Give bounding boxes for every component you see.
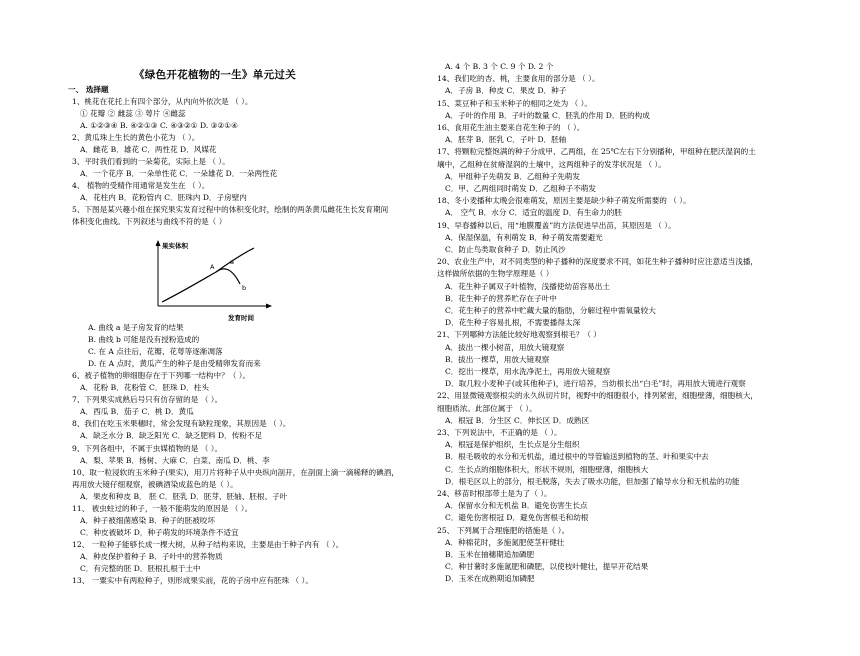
right-line-28: 22、用显微镜观察根尖的永久纵切片时，视野中的细胞很小，排列紧密，细胞壁薄，细胞核大， bbox=[437, 391, 759, 401]
right-line-39: 25、 下列属于合理施肥的措施是（ ）。 bbox=[437, 525, 570, 535]
left-line-12: A. 曲线 a 是子房发育的结果 bbox=[88, 323, 184, 332]
graph-xlabel: 发育时间 bbox=[228, 314, 254, 322]
left-line-9: A．花柱内 B．花粉管内 C．胚珠内 D．子房壁内 bbox=[80, 193, 247, 202]
right-line-17: 20、农业生产中，对不同类型的种子播种的深度要求不同，如花生种子播种时应注意适当浅播， bbox=[437, 257, 759, 267]
curve-a bbox=[162, 248, 254, 302]
right-line-33: B．根毛吸收的水分和无机盐，通过根中的导管输送到植物的茎、叶和果实中去 bbox=[445, 452, 709, 462]
right-line-13: A． 空气 B．水分 C．适宜的温度 D．有生命力的胚 bbox=[445, 208, 622, 218]
right-line-4: 15、菜豆种子和玉米种子的相同之处为 （ ）。 bbox=[437, 98, 592, 108]
left-line-8: 4、 植物的受精作用通常是发生在 （ ）。 bbox=[72, 181, 210, 190]
graph-ylabel: 果实体积 bbox=[162, 242, 188, 250]
curve-a-label: a bbox=[230, 258, 234, 266]
left-line-31: A．种皮保护着种子 B．子叶中的营养物质 bbox=[80, 551, 223, 561]
left-line-2: ① 花瓣 ② 雌蕊 ③ 萼片 ④雌蕊 bbox=[80, 109, 186, 118]
right-line-32: A．根冠是保护组织，生长点是分生组织 bbox=[445, 440, 580, 450]
right-line-1: A. 4 个 B. 3 个 C. 9 个 D. 2 个 bbox=[445, 62, 554, 71]
right-line-8: 17、将颗粒完整饱满的种子分成甲、乙两组，在 25℃左右下分别播种，甲组种在肥沃湿润的土 bbox=[437, 147, 756, 157]
right-line-15: A．保湿保温，有利萌发 B．种子萌发需要避光 bbox=[445, 232, 603, 242]
point-A-label: A bbox=[210, 263, 215, 271]
right-line-19: A．花生种子属双子叶植物，浅播使幼苗容易出土 bbox=[445, 281, 610, 291]
left-line-17: A．花粉 B．花粉管 C．胚珠 D．柱头 bbox=[80, 383, 209, 393]
left-line-24: 10、取一粒浸软的玉米种子(果实)，用刀片将种子从中央纵向剖开，在剖面上滴一滴稀释的碘酒， bbox=[72, 467, 399, 477]
right-line-41: B．玉米在抽穗期追加磷肥 bbox=[445, 550, 535, 559]
right-line-16: C．防止鸟类取食种子 D．防止风沙 bbox=[445, 245, 566, 254]
right-line-3: A．子房 B．种皮 C．果皮 D．种子 bbox=[445, 86, 567, 96]
left-line-29: C．种皮被破坏 D．种子萌发的环境条件不适宜 bbox=[80, 527, 239, 537]
right-line-26: C．挖出一棵草，用水洗净泥土，再用放大镜观察 bbox=[445, 367, 611, 376]
right-line-29: 细胞质浓。此部位属于 （ ）。 bbox=[437, 403, 537, 413]
left-line-4: 2、黄瓜珠上生长的黄色小花为 （ ）。 bbox=[72, 133, 200, 142]
right-line-20: B．花生种子的营养贮存在子叶中 bbox=[445, 293, 557, 303]
right-line-11: C．甲、乙两组同时萌发 D．乙组种子不萌发 bbox=[445, 184, 596, 193]
page-title: 《绿色开花植物的一生》单元过关 bbox=[134, 69, 296, 81]
left-line-32: C．有完整的胚 D．胚根扎根于土中 bbox=[80, 564, 201, 573]
right-line-40: A．种棉花时，多施氮肥使茎秆健壮 bbox=[445, 537, 565, 547]
left-line-1: 1、桃花在花托上有四个部分，从内向外依次是 （ ）。 bbox=[72, 97, 253, 106]
left-line-21: A．缺乏水分 B．缺乏阳光 C．缺乏肥料 D．传粉不足 bbox=[80, 431, 263, 441]
right-line-35: D．根毛区以上的部分，根毛脱落，失去了吸水功能，但加强了输导水分和无机盐的功能 bbox=[445, 476, 740, 486]
left-line-6: 3、平时我们看到的一朵菊花，实际上是 （ ）。 bbox=[72, 157, 230, 166]
x-axis-arrow bbox=[266, 304, 272, 309]
right-line-10: A．甲组种子先萌发 B．乙组种子先萌发 bbox=[445, 171, 580, 181]
growth-curve-graph bbox=[150, 236, 280, 324]
left-line-18: 7、下列果实成熟后号只有仿存留的是 （ ）。 bbox=[72, 395, 223, 405]
right-line-38: C．避免伤害根冠 D．避免伤害根毛和幼根 bbox=[445, 513, 589, 523]
left-line-13: B. 曲线 b 可能是没有授粉造成的 bbox=[88, 335, 200, 345]
right-line-37: A．保留水分和无机盐 B．避免伤害生长点 bbox=[445, 501, 588, 511]
curve-b bbox=[216, 269, 240, 284]
left-line-25: 再用放大镜仔细观察，被碘酒染成蓝色的是（ ）。 bbox=[72, 479, 238, 489]
left-line-30: 12、 一粒种子能够长成一棵大树，从种子结构来说，主要是由于种子内有 （ ）。 bbox=[72, 539, 344, 549]
left-line-27: 11、 被虫蛀过的种子，一般不能萌发的原因是 （ ）。 bbox=[72, 503, 253, 513]
right-line-34: C．生长点的细胞体积大，形状不规则，细胞壁薄，细胞核大 bbox=[445, 464, 649, 474]
right-line-14: 19、早春播种以后，用“地膜覆盖”的方法促进早出苗，其原因是 （ ）。 bbox=[437, 220, 676, 230]
right-line-31: 23、下列说法中，不正确的是 （ ）。 bbox=[437, 428, 562, 437]
left-line-33: 13、 一粟实中有两粒种子，则形成果实前，花的子房中应有胚珠 （ ）。 bbox=[72, 576, 313, 586]
left-line-20: 8、我们在吃玉米果穗时，常会发现有缺粒现象，其原因是 （ ）。 bbox=[72, 419, 291, 429]
right-line-24: A．拔出一棵小树苗，用放大镜观察 bbox=[445, 342, 565, 352]
right-line-25: B．拔出一棵草，用放大镜观察 bbox=[445, 354, 550, 364]
left-line-15: D. 在 A 点时，黄瓜产生的种子是由受精卵发育而来 bbox=[88, 359, 261, 369]
left-line-5: A．雌花 B．雄花 C．两性花 D．风媒花 bbox=[80, 145, 217, 154]
right-line-27: D．取几粒小麦种子(或其他种子)，进行培养，当幼根长出“白毛”时，再用放大镜进行观察 bbox=[445, 379, 746, 389]
left-line-7: A．一个花序 B．一朵单性花 C．一朵雄花 D．一朵两性花 bbox=[80, 169, 278, 178]
right-line-7: A．胚芽 B．胚乳 C．子叶 D．胚轴 bbox=[445, 135, 567, 145]
left-line-11: 体积变化曲线。下列叙述与曲线不符的是（ ） bbox=[72, 217, 227, 226]
left-line-3: A. ①②③④ B. ④②①③ C. ④③②① D. ③②①④ bbox=[80, 121, 238, 130]
right-line-12: 18、冬小麦播种太晚会很难萌发，原因主要是缺少种子萌发所需要的 （ ）。 bbox=[437, 196, 691, 206]
right-line-23: 21、下列哪种方法能比较好地观察到根毛？（ ） bbox=[437, 330, 601, 340]
section-heading: 一、 选择题 bbox=[68, 85, 109, 94]
left-line-16: 6、被子植物的卵细胞存在于下列哪一结构中？（ ）。 bbox=[72, 371, 251, 381]
right-line-30: A．根冠 B．分生区 C．伸长区 D．成熟区 bbox=[445, 415, 590, 425]
right-line-36: 24、移苗时根部带土是为了（ ）。 bbox=[437, 489, 552, 498]
left-line-23: A．梨、苹果 B．杨树、大麻 C．白菜、南瓜 D．桃、李 bbox=[80, 455, 270, 465]
left-line-14: C. 在 A 点往后，花瓣、花萼等逐渐凋落 bbox=[88, 347, 223, 357]
right-line-18: 这样做所依据的生物学原理是（ ） bbox=[437, 269, 554, 279]
left-line-26: A．果皮和种皮 B． 胚 C．胚乳 D．胚芽、胚轴、胚根、子叶 bbox=[80, 491, 288, 501]
right-line-2: 14、我们吃的杏、桃，主要食用的部分是 （ ）。 bbox=[437, 74, 600, 84]
left-line-28: A．种子被细菌感染 B．种子的胚被咬坏 bbox=[80, 515, 215, 525]
y-axis-arrow bbox=[156, 240, 161, 246]
right-line-6: 16、食用花生油主要来自花生种子的 （ ）。 bbox=[437, 123, 585, 132]
right-line-42: C．种甘薯时多施氮肥和磷肥，以使枝叶健壮，提早开花结果 bbox=[445, 562, 649, 572]
right-line-9: 壤中，乙组种在贫瘠湿润的土壤中，这两组种子的发芽状况是 （ ）。 bbox=[437, 159, 666, 169]
right-line-43: D．玉米在成熟期追加磷肥 bbox=[445, 574, 535, 584]
left-line-10: 5、下图是某兴趣小组在探究果实发育过程中的体积变化时，绘制的两条黄瓜雌花生长发育期间 bbox=[72, 205, 389, 214]
right-line-5: A．子叶的作用 B．子叶的数量 C．胚乳的作用 D．胚的构成 bbox=[445, 110, 650, 120]
right-line-22: D．花生种子容易扎根，不需要播得太深 bbox=[445, 318, 581, 328]
left-line-22: 9、下列各组中，不属于虫媒植物的是 （ ）。 bbox=[72, 443, 223, 453]
left-line-19: A．西瓜 B．茄子 C．桃 D．黄瓜 bbox=[80, 407, 194, 417]
curve-b-label: b bbox=[242, 284, 247, 292]
right-line-21: C．花生种子的营养中贮藏大量的脂肪，分解过程中需氧量较大 bbox=[445, 306, 656, 315]
